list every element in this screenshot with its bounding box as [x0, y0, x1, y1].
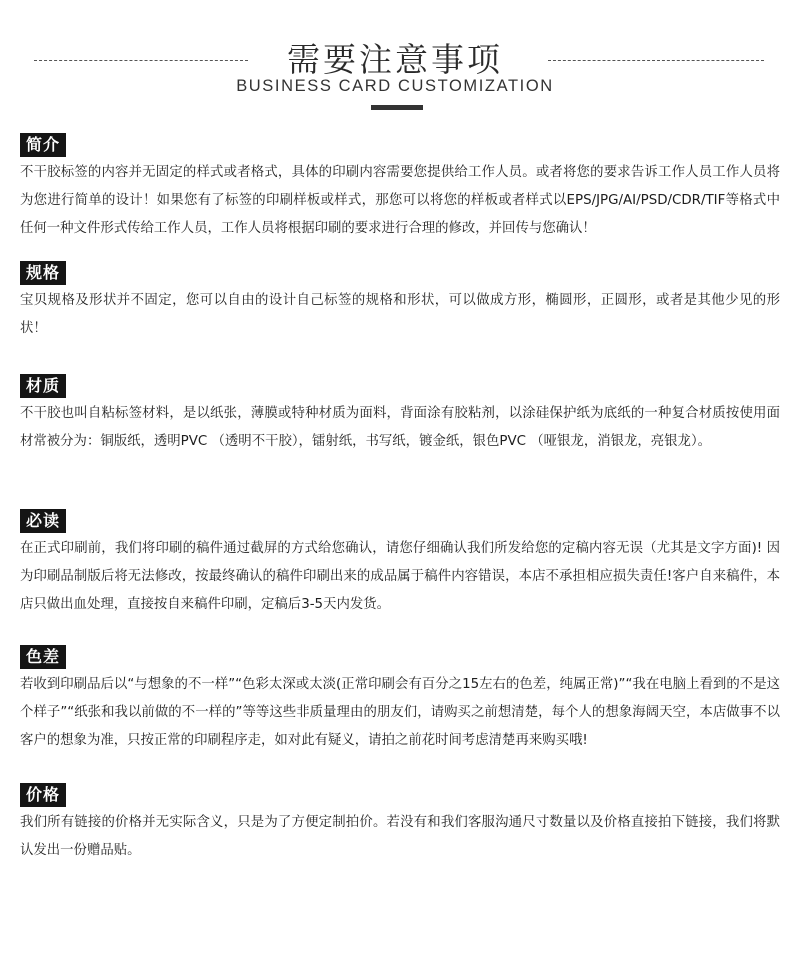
page-title: 需要注意事项: [287, 40, 503, 79]
section-material: [20, 374, 780, 456]
section-text-price: 我们所有链接的价格并无实际含义，只是为了方便定制拍价。若没有和我们客服沟通尺寸数量以及价格直接拍下链接，我们将默认发出一份赠品贴。: [20, 815, 780, 858]
section-must-read: [20, 509, 780, 619]
section-text-material: 不干胶也叫自粘标签材料，是以纸张，薄膜或特种材质为面料，背面涂有胶粘剂，以涂硅保护纸为底纸的一种复合材质按使用面材常被分为：铜版纸，透明PVC （透明不干胶），镭射纸，书写纸，镀金纸，银色PVC （哑银龙，消银龙，亮银龙）。: [20, 406, 780, 449]
section-color-difference: [20, 645, 780, 755]
right-dashed-divider: [548, 60, 764, 61]
section-heading-intro: 简介: [20, 133, 66, 157]
section-price: [20, 783, 780, 865]
section-text-color-difference: 若收到印刷品后以“与想象的不一样”“色彩太深或太淡(正常印刷会有百分之15左右的色差，纯属正常)”“我在电脑上看到的不是这个样子”“纸张和我以前做的不一样的”等等这些非质量理由的朋友们，请购买之前想清楚，每个人的想象海阔天空，本店做事不以客户的想象为准，只按正常的印刷程序走，如对此有疑义，请拍之前花时间考虑清楚再来购买哦!: [20, 677, 780, 748]
page-subtitle: BUSINESS CARD CUSTOMIZATION: [236, 77, 554, 95]
section-spec: [20, 261, 780, 343]
section-heading-spec: 规格: [20, 261, 66, 285]
section-text-intro: 不干胶标签的内容并无固定的样式或者格式，具体的印刷内容需要您提供给工作人员。或者将您的要求告诉工作人员工作人员将为您进行简单的设计！如果您有了标签的印刷样板或样式，那您可以将您的样板或者样式以EPS/JPG/AI/PSD/CDR/TIF等格式中任何一种文件形式传给工作人员，工作人员将根据印刷的要求进行合理的修改，并回传与您确认！: [20, 165, 780, 236]
section-intro: [20, 133, 780, 243]
title-underline-bar: [371, 105, 423, 110]
section-heading-price: 价格: [20, 783, 66, 807]
section-heading-must-read: 必读: [20, 509, 66, 533]
section-heading-material: 材质: [20, 374, 66, 398]
section-heading-color-difference: 色差: [20, 645, 66, 669]
page-header: [0, 0, 790, 120]
section-text-must-read: 在正式印刷前，我们将印刷的稿件通过截屏的方式给您确认，请您仔细确认我们所发给您的定稿内容无误（尤其是文字方面)! 因为印刷品制版后将无法修改，按最终确认的稿件印刷出来的成品属于稿件内容错误，本店不承担相应损失责任!客户自来稿件，本店只做出血处理，直接按自来稿件印刷，定稿后3-5天内发货。: [20, 541, 780, 612]
section-text-spec: 宝贝规格及形状并不固定，您可以自由的设计自己标签的规格和形状，可以做成方形，椭圆形，正圆形，或者是其他少见的形状！: [20, 293, 780, 336]
